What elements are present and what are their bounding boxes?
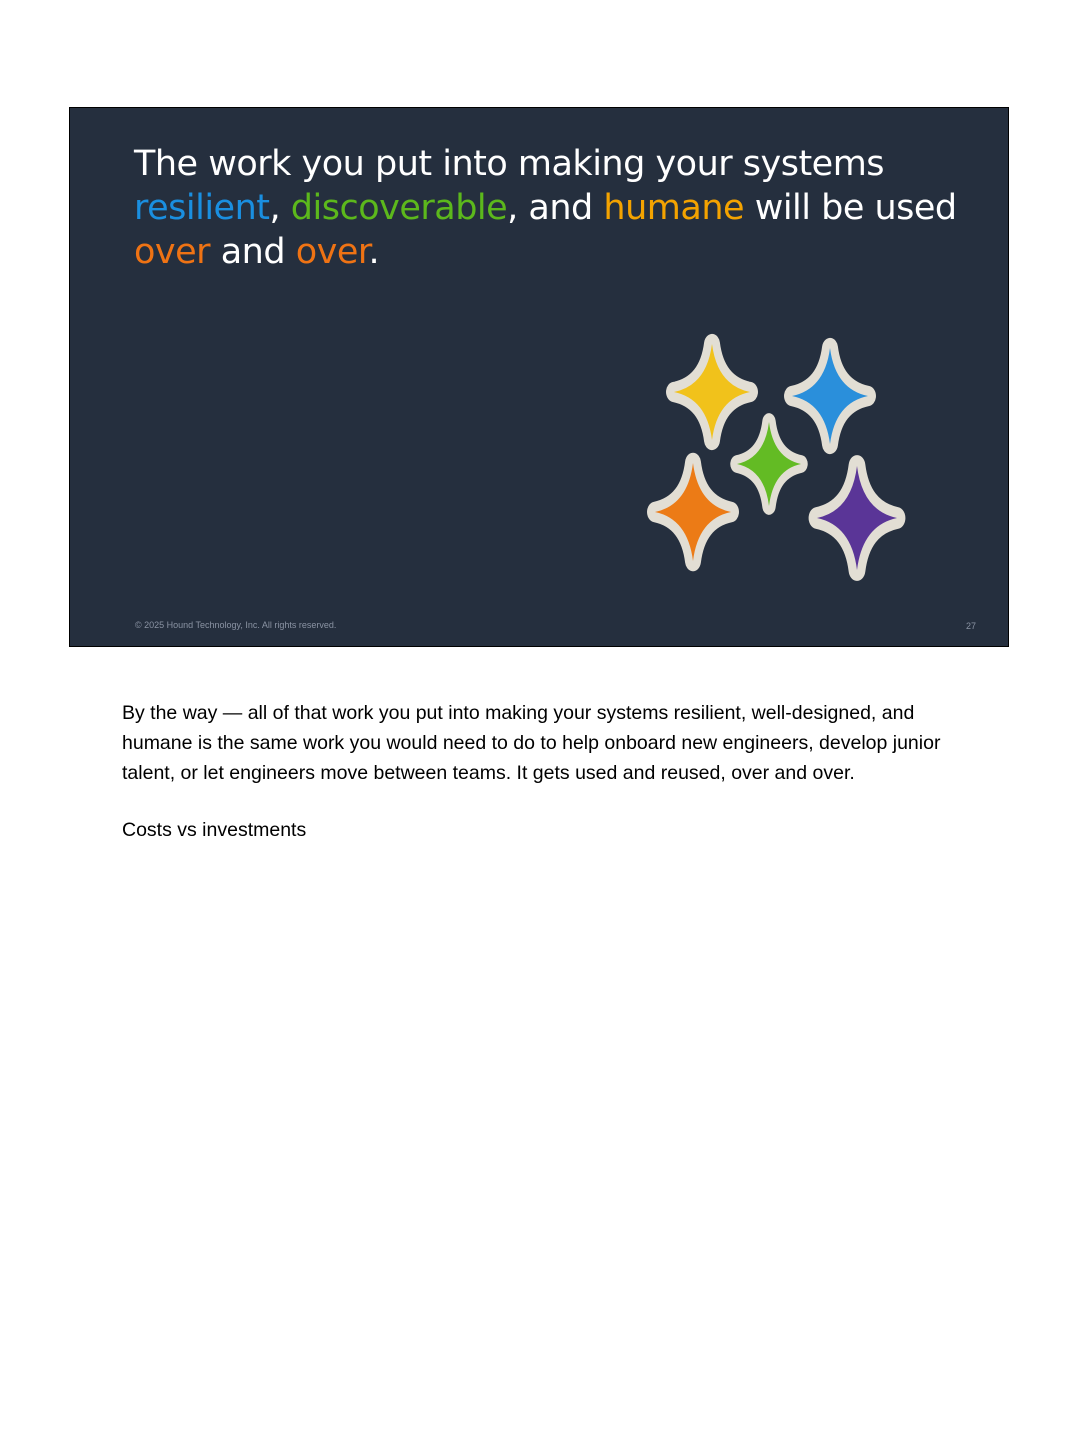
slide-headline	[134, 142, 974, 274]
speaker-notes	[122, 698, 962, 872]
headline-text: will be used	[754, 188, 957, 228]
headline-word-over: over	[134, 232, 211, 272]
copyright-text: © 2025 Hound Technology, Inc. All rights reserved.	[135, 620, 337, 630]
notes-paragraph: Costs vs investments	[122, 819, 307, 841]
sparkle-yellow-icon	[674, 344, 750, 440]
notes-paragraph: By the way — all of that work you put into making your systems resilient, well-designed, and humane is the same work you would need to do to help onboard new engineers, develop junior talent, or let engineers move between teams. It gets used and reused, over and over.	[122, 702, 941, 784]
sparkle-green-icon	[737, 422, 801, 506]
slide	[69, 107, 1009, 647]
headline-period: .	[368, 232, 380, 272]
slide-number: 27	[965, 621, 976, 631]
headline-word-resilient: resilient	[134, 188, 270, 228]
headline-word-humane: humane	[603, 188, 745, 228]
sparkle-blue-icon	[792, 348, 868, 444]
headline-word-discoverable: discoverable	[290, 188, 508, 228]
headline-text: The work you put into making your systems	[134, 144, 885, 184]
sparkle-orange-icon	[655, 463, 731, 561]
headline-word-over: over	[295, 232, 369, 272]
headline-text: , and	[507, 188, 593, 228]
headline-text: and	[220, 232, 286, 272]
sparkle-purple-icon	[817, 466, 897, 570]
headline-comma: ,	[269, 188, 281, 228]
sparkles-illustration	[630, 328, 930, 588]
